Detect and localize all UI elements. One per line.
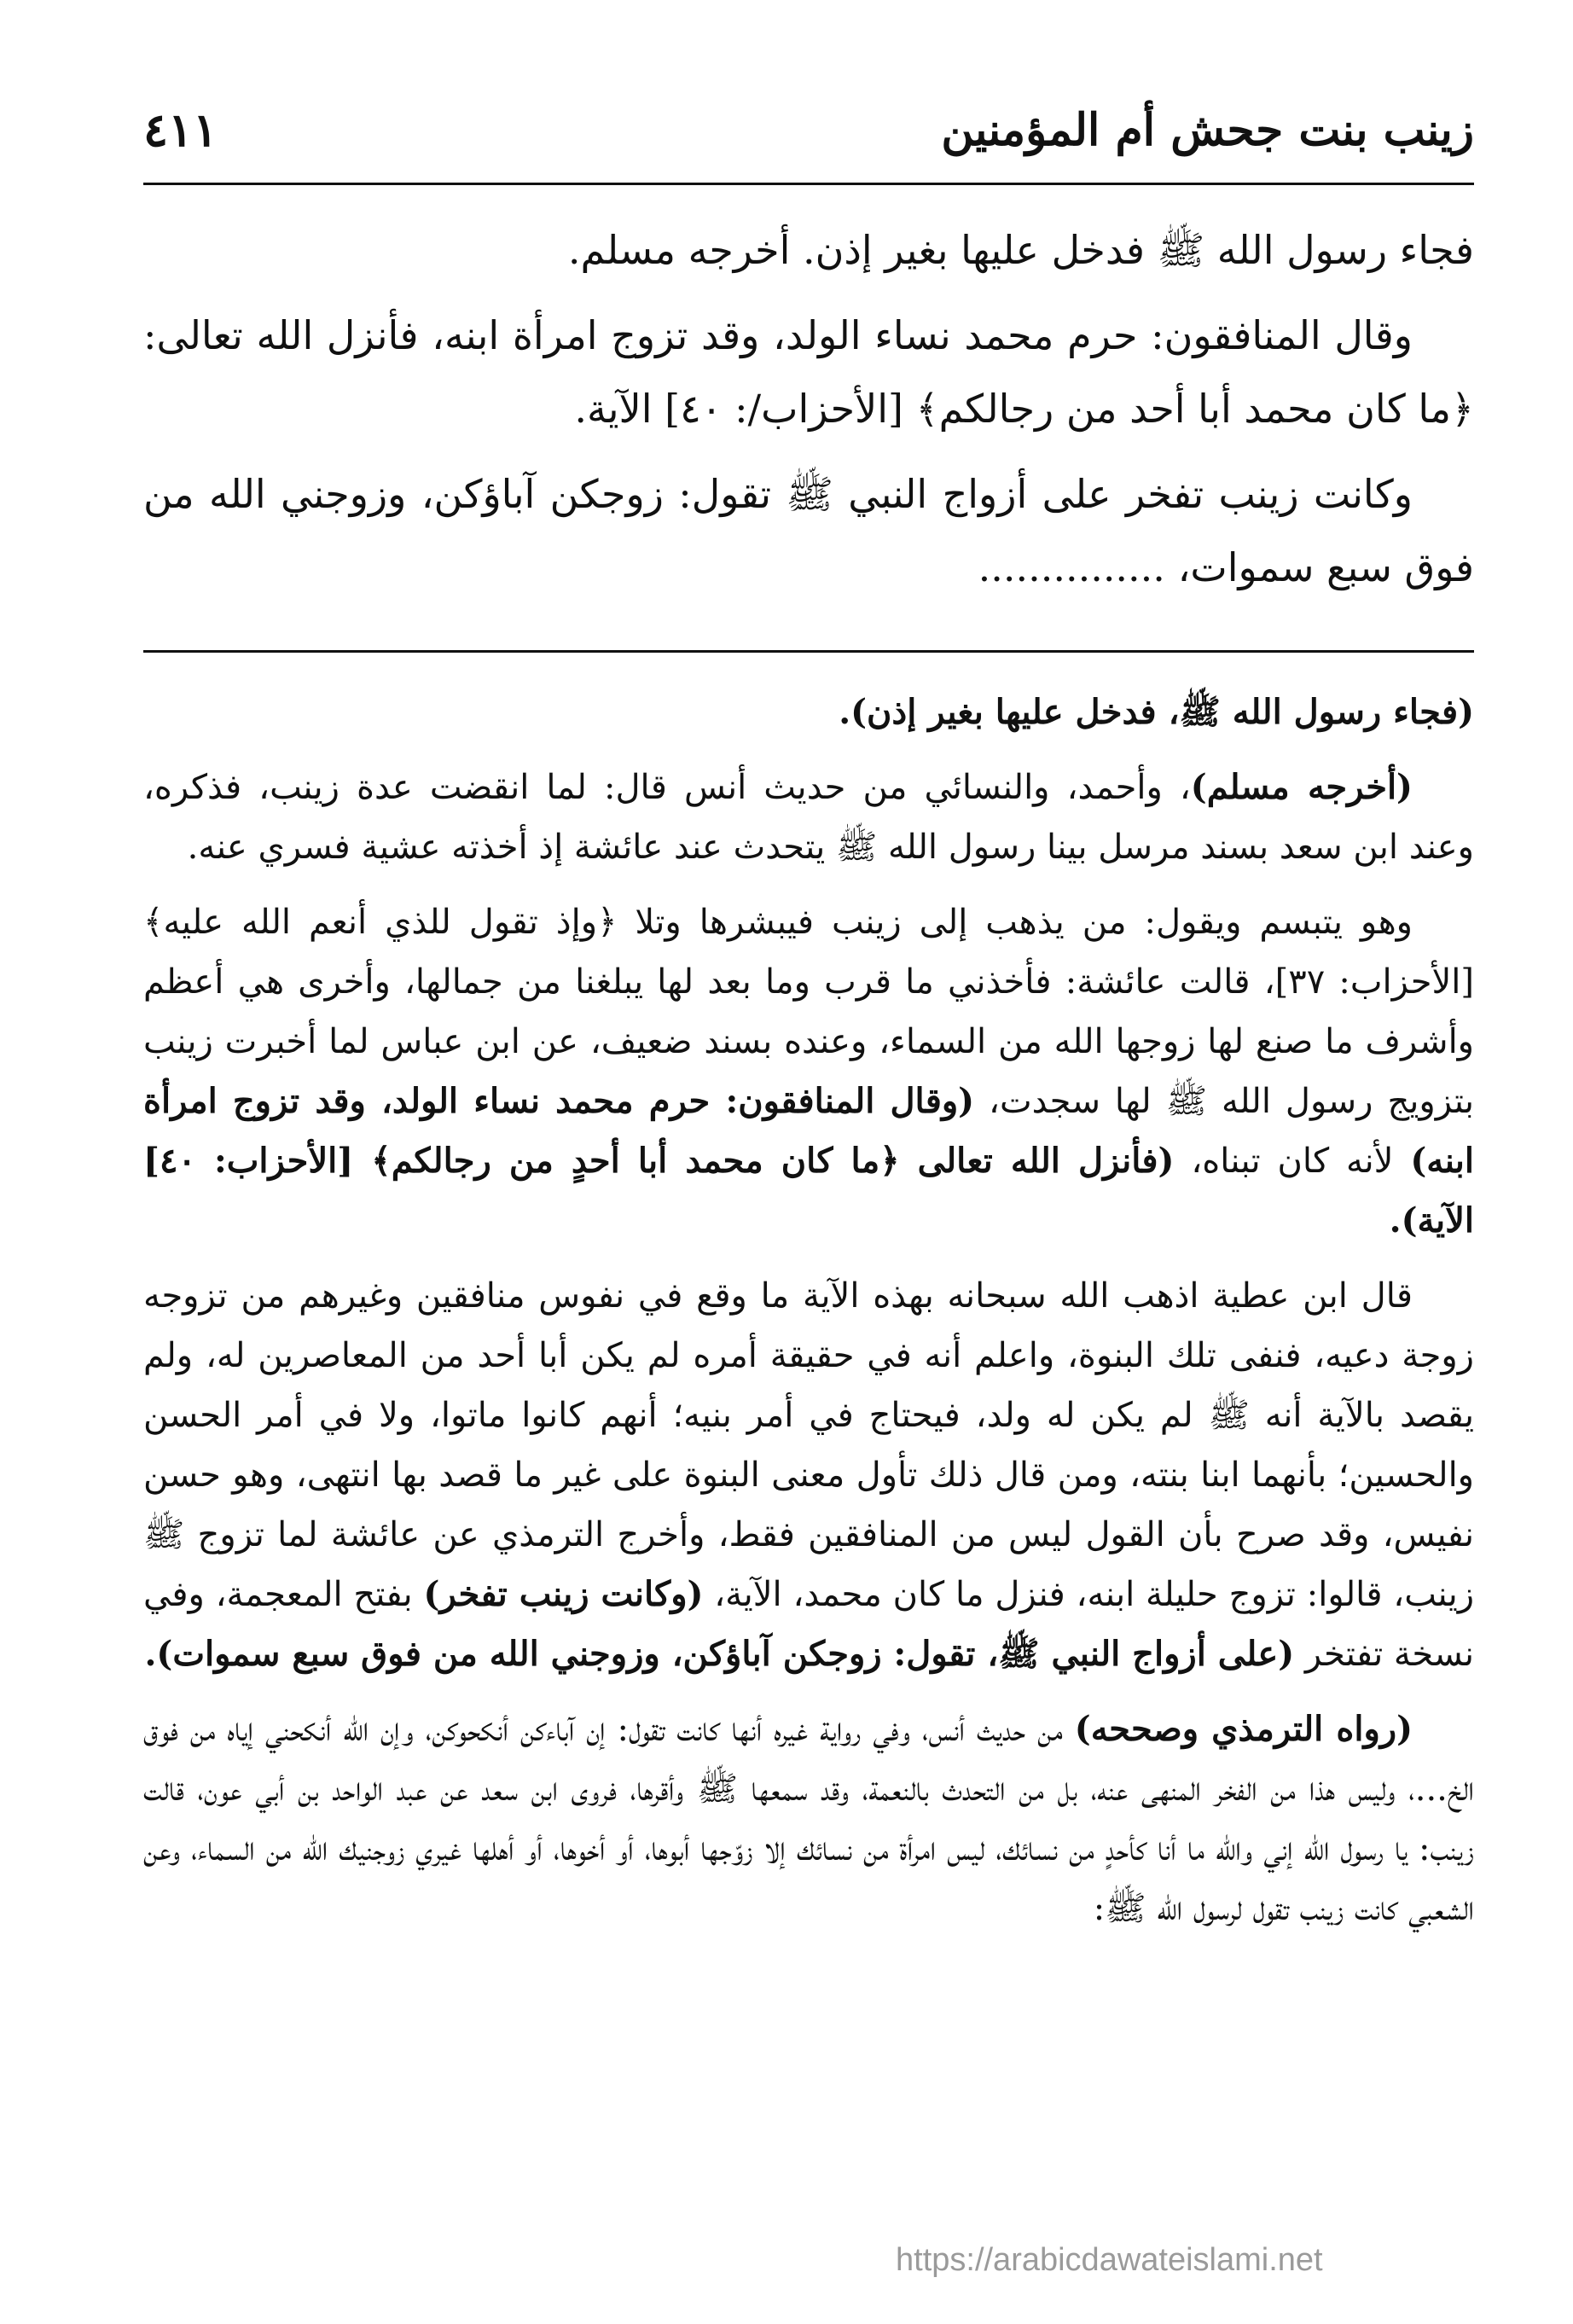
source-watermark: https://arabicdawateislami.net bbox=[896, 2242, 1323, 2278]
running-title: زينب بنت جحش أم المؤمنين bbox=[941, 104, 1474, 156]
main-text bbox=[143, 213, 1474, 616]
commentary-paragraph bbox=[143, 892, 1474, 1251]
commentary-text-run: قال ابن عطية اذهب الله سبحانه بهذه الآية ما وقع في نفوس منافقين وغيرهم من تزوجه زوجة دعيه، فنفى تلك البنوة، واعلم أنه في حقيقة أمره لم يكن أبا أحد من المعاصرين له، ولم يقصد بالآية أنه ﷺ لم يكن له ولد، فيحتاج في أمر بنيه؛ أنهم كانوا ماتوا، ولا في أمر الحسن والحسين؛ بأنهما ابنا بنته، ومن قال ذلك تأول معنى البنوة على غير ما قصد بها انتهى، وهو حسن نفيس، وقد صرح بأن القول ليس من المنافقين فقط، وأخرج الترمذي عن عائشة لما تزوج ﷺ زينب، قالوا: تزوج حليلة ابنه، فنزل ما كان محمد، الآية، bbox=[143, 1276, 1475, 1614]
commentary-text-run: بفتح المعجمة، وفي نسخة تفتخر bbox=[143, 1575, 1474, 1674]
page-header bbox=[143, 94, 1474, 171]
quoted-phrase: (وقال المنافقون: حرم محمد نساء الولد، وقد تزوج امرأة ابنه) bbox=[143, 1081, 1475, 1181]
commentary-text bbox=[143, 683, 1474, 1954]
quoted-phrase: (على أزواج النبي ﷺ، تقول: زوجكن آباؤكن، وزوجني الله من فوق سبع سموات). bbox=[144, 1634, 1295, 1674]
commentary-text-run: لأنه كان تبناه، bbox=[1174, 1142, 1411, 1181]
commentary-text-run: من حديث أنس، وفي رواية غيره أنها كانت تقول: إن آباءكن أنكحوكن، وإن الله أنكحني إياه من فوق الخ...، وليس هذا من الفخر المنهى عنه، بل من التحدث بالنعمة، وقد سمعها ﷺ وأقرها، فروى ابن سعد عن عبد الواحد بن أبي عون، قالت زينب: يا رسول الله إني والله ما أنا كأحدٍ من نسائك، ليس امرأة من نسائك إلا زوّجها أبوها، أو أخوها، أو أهلها غيري زوجنيك الله من السماء، وعن الشعبي كانت زينب تقول لرسول الله ﷺ: bbox=[143, 1710, 1475, 1928]
page-number: ٤١١ bbox=[143, 102, 218, 157]
main-paragraph: وقال المنافقون: حرم محمد نساء الولد، وقد تزوج امرأة ابنه، فأنزل الله تعالى: ﴿ما كان محمد أبا أحد من رجالكم﴾ [الأحزاب/: ٤٠] الآية. bbox=[143, 312, 1474, 432]
main-paragraph: فجاء رسول الله ﷺ فدخل عليها بغير إذن. أخرجه مسلم. bbox=[567, 227, 1474, 273]
commentary-paragraph bbox=[143, 1699, 1474, 1938]
quoted-phrase: (فأنزل الله تعالى ﴿ما كان محمد أبا أحدٍ من رجالكم﴾ [الأحزاب: ٤٠] الآية). bbox=[143, 1141, 1474, 1240]
quoted-phrase: (وكانت زينب تفخر) bbox=[423, 1574, 704, 1614]
ellipsis-dots: ............... bbox=[978, 544, 1165, 590]
main-paragraph bbox=[143, 457, 1474, 604]
header-divider bbox=[143, 183, 1474, 185]
commentary-text-run: وهو يتبسم ويقول: من يذهب إلى زينب فيبشرها وتلا ﴿وإذ تقول للذي أنعم الله عليه﴾ [الأحزاب: ٣٧]، قالت عائشة: فأخذني ما قرب وما بعد لها يبلغنا من جمالها، وأخرى هي أعظم وأشرف ما صنع لها زوجها الله من السماء، وعنده بسند ضعيف، عن ابن عباس لما أخبرت زينب بتزويج رسول الله ﷺ لها سجدت، bbox=[143, 903, 1474, 1121]
quoted-phrase: (رواه الترمذي وصححه) bbox=[1074, 1709, 1413, 1749]
commentary-paragraph: (فجاء رسول الله ﷺ، فدخل عليها بغير إذن). bbox=[839, 692, 1474, 732]
commentary-paragraph bbox=[143, 1266, 1474, 1684]
quoted-phrase: (أخرجه مسلم) bbox=[1190, 767, 1413, 807]
main-paragraph-text: وكانت زينب تفخر على أزواج النبي ﷺ تقول: زوجكن آباؤكن، وزوجني الله من فوق سبع سموات، bbox=[143, 471, 1474, 590]
commentary-text-run: ، وأحمد، والنسائي من حديث أنس قال: لما انقضت عدة زينب، فذكره، وعند ابن سعد بسند مرسل بينا رسول الله ﷺ يتحدث عند عائشة إذ أخذته عشية فسري عنه. bbox=[143, 768, 1474, 867]
commentary-divider bbox=[143, 650, 1474, 653]
commentary-paragraph bbox=[143, 758, 1474, 877]
